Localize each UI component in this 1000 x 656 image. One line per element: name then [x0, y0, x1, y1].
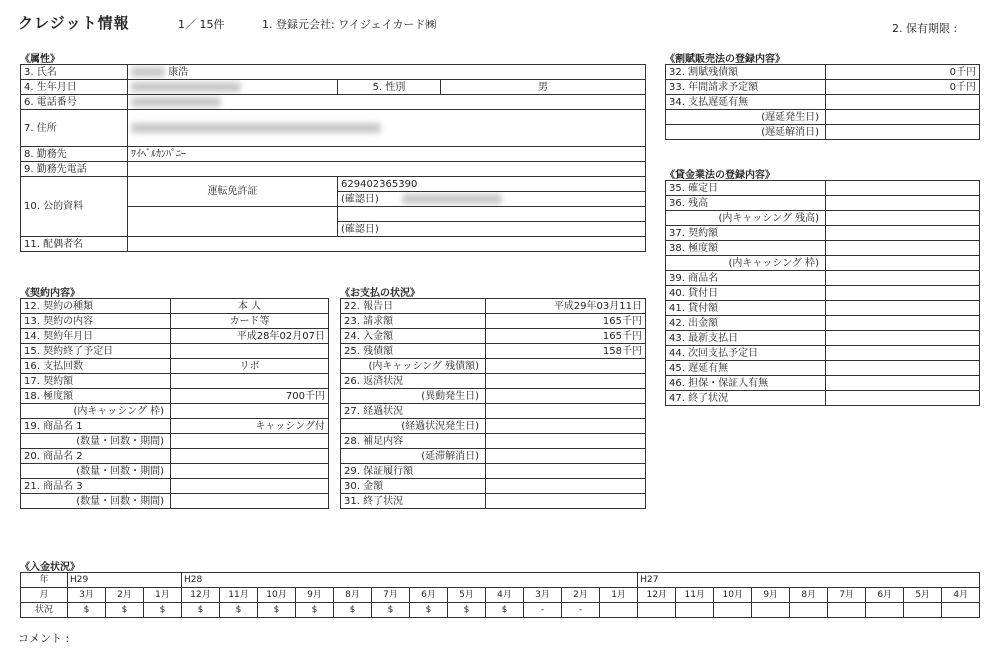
ml-value: [826, 241, 980, 256]
status-cell: $: [334, 603, 372, 618]
table-row: [21, 65, 646, 80]
month-cell: 4月: [942, 588, 980, 603]
table-row: [666, 65, 980, 80]
ml-label: 40. 貸付日: [666, 286, 826, 301]
month-cell: 8月: [334, 588, 372, 603]
page-title: クレジット情報: [18, 14, 130, 32]
table-row: [341, 434, 646, 449]
address-label: 7. 住所: [21, 110, 128, 147]
payment-value: 平成29年03月11日: [486, 299, 646, 314]
table-row: [21, 110, 646, 147]
payment-value: [486, 494, 646, 509]
deposit-status-row: [21, 603, 980, 618]
ml-label: 37. 契約額: [666, 226, 826, 241]
gender-label: 5. 性別: [338, 80, 441, 95]
gender-value: 男: [441, 80, 646, 95]
contract-label: 19. 商品名 1: [21, 419, 171, 434]
status-cell: [676, 603, 714, 618]
ml-value: [826, 286, 980, 301]
delay-end-value: [826, 125, 980, 140]
status-cell: $: [68, 603, 106, 618]
month-cell: 3月: [68, 588, 106, 603]
contract-label: 14. 契約年月日: [21, 329, 171, 344]
year-cell: H29: [68, 573, 182, 588]
status-cell: [714, 603, 752, 618]
contract-value: 700千円: [171, 389, 329, 404]
status-cell: $: [296, 603, 334, 618]
public-doc-label: 10. 公的資料: [21, 177, 128, 237]
contract-value: [171, 374, 329, 389]
installment-balance-value: 0千円: [826, 65, 980, 80]
table-row: [341, 374, 646, 389]
contract-label: 18. 極度額: [21, 389, 171, 404]
month-cell: 11月: [220, 588, 258, 603]
payment-value: [486, 389, 646, 404]
attributes-section-label: 《属性》: [20, 54, 60, 65]
confirm-label: (確認日): [341, 193, 379, 205]
ml-label: 44. 次回支払予定日: [666, 346, 826, 361]
table-row: [666, 80, 980, 95]
payment-value: 165千円: [486, 314, 646, 329]
ml-label: 35. 確定日: [666, 181, 826, 196]
spouse-label: 11. 配偶者名: [21, 237, 128, 252]
registering-company: 1. 登録元会社: ワイジェイカード㈱: [262, 18, 437, 31]
table-row: [666, 211, 980, 226]
ml-sub-label: (内キャッシング 残高): [666, 211, 826, 226]
table-row: [21, 494, 329, 509]
contract-value: カード等: [171, 314, 329, 329]
payment-value: [486, 449, 646, 464]
second-doc-number: [338, 207, 646, 222]
ml-label: 45. 遅延有無: [666, 361, 826, 376]
month-cell: 9月: [752, 588, 790, 603]
month-cell: 1月: [144, 588, 182, 603]
deposit-month-row: [21, 588, 980, 603]
month-cell: 8月: [790, 588, 828, 603]
status-cell: $: [448, 603, 486, 618]
contract-section-label: 《契約内容》: [20, 288, 80, 299]
status-cell: [638, 603, 676, 618]
payment-value: [486, 479, 646, 494]
table-row: [666, 95, 980, 110]
ml-value: [826, 376, 980, 391]
ml-value: [826, 181, 980, 196]
contract-value: [171, 464, 329, 479]
attributes-table: [20, 64, 646, 252]
month-cell: 12月: [182, 588, 220, 603]
employer-phone-value: [128, 162, 646, 177]
table-row: [341, 314, 646, 329]
table-row: [341, 449, 646, 464]
status-cell: $: [144, 603, 182, 618]
status-cell: $: [106, 603, 144, 618]
ml-label: 38. 極度額: [666, 241, 826, 256]
second-doc-name: [128, 207, 338, 237]
payment-label: 24. 入金額: [341, 329, 486, 344]
contract-sub-label: (数量・回数・期間): [21, 494, 171, 509]
payment-label: 26. 返済状況: [341, 374, 486, 389]
payment-label: 30. 金額: [341, 479, 486, 494]
deposit-section-label: 《入金状況》: [20, 562, 80, 573]
address-value: [128, 110, 646, 147]
status-cell: -: [524, 603, 562, 618]
ml-value: [826, 361, 980, 376]
table-row: [341, 419, 646, 434]
contract-sub-label: (数量・回数・期間): [21, 434, 171, 449]
contract-value: [171, 434, 329, 449]
table-row: [341, 404, 646, 419]
name-text: 康浩: [168, 66, 189, 78]
table-row: [21, 359, 329, 374]
installment-table: [665, 64, 980, 140]
table-row: [341, 359, 646, 374]
status-cell: [790, 603, 828, 618]
payment-label: 22. 報告日: [341, 299, 486, 314]
table-row: [21, 177, 646, 192]
contract-value: 本 人: [171, 299, 329, 314]
status-cell: [752, 603, 790, 618]
month-cell: 12月: [638, 588, 676, 603]
table-row: [666, 376, 980, 391]
ml-value: [826, 211, 980, 226]
month-cell: 11月: [676, 588, 714, 603]
delay-start-label: (遅延発生日): [666, 110, 826, 125]
table-row: [341, 329, 646, 344]
contract-label: 13. 契約の内容: [21, 314, 171, 329]
license-confirm-date: [338, 192, 646, 207]
ml-label: 43. 最新支払日: [666, 331, 826, 346]
month-cell: 10月: [258, 588, 296, 603]
contract-value: 平成28年02月07日: [171, 329, 329, 344]
table-row: [666, 331, 980, 346]
redacted-mark: [131, 67, 165, 77]
license-number: 629402365390: [338, 177, 646, 192]
phone-label: 6. 電話番号: [21, 95, 128, 110]
status-cell: $: [220, 603, 258, 618]
table-row: [666, 286, 980, 301]
table-row: [666, 346, 980, 361]
payment-sub-label: (経過状況発生日): [341, 419, 486, 434]
ml-value: [826, 331, 980, 346]
month-cell: 6月: [866, 588, 904, 603]
contract-sub-label: (内キャッシング 枠): [21, 404, 171, 419]
redacted-mark: [402, 194, 502, 204]
contract-value: [171, 494, 329, 509]
payment-label: 27. 経過状況: [341, 404, 486, 419]
contract-value: キャッシング付: [171, 419, 329, 434]
ml-label: 39. 商品名: [666, 271, 826, 286]
ml-value: [826, 316, 980, 331]
contract-value: [171, 404, 329, 419]
contract-value: リボ: [171, 359, 329, 374]
status-cell: -: [562, 603, 600, 618]
deposit-year-row: [21, 573, 980, 588]
ml-value: [826, 301, 980, 316]
payment-value: [486, 419, 646, 434]
ml-value: [826, 346, 980, 361]
contract-label: 21. 商品名 3: [21, 479, 171, 494]
contract-value: [171, 479, 329, 494]
contract-label: 15. 契約終了予定日: [21, 344, 171, 359]
table-row: [21, 237, 646, 252]
month-cell: 2月: [562, 588, 600, 603]
table-row: [666, 125, 980, 140]
second-doc-confirm-date: (確認日): [338, 222, 646, 237]
table-row: [666, 181, 980, 196]
month-cell: 3月: [524, 588, 562, 603]
ml-value: [826, 196, 980, 211]
contract-sub-label: (数量・回数・期間): [21, 464, 171, 479]
comment-label: コメント :: [18, 632, 70, 645]
spouse-value: [128, 237, 646, 252]
ml-label: 41. 貸付額: [666, 301, 826, 316]
table-row: [21, 389, 329, 404]
dob-value: [128, 80, 338, 95]
redacted-mark: [131, 123, 381, 133]
payment-sub-label: (延滞解消日): [341, 449, 486, 464]
table-row: [666, 271, 980, 286]
table-row: [21, 95, 646, 110]
redacted-mark: [131, 97, 221, 107]
year-header: 年: [21, 573, 68, 588]
employer-phone-label: 9. 勤務先電話: [21, 162, 128, 177]
payment-sub-label: (内キャッシング 残債額): [341, 359, 486, 374]
month-cell: 9月: [296, 588, 334, 603]
status-cell: $: [372, 603, 410, 618]
payment-label: 23. 請求額: [341, 314, 486, 329]
month-cell: 2月: [106, 588, 144, 603]
table-row: [341, 494, 646, 509]
table-row: [21, 434, 329, 449]
month-cell: 1月: [600, 588, 638, 603]
month-cell: 4月: [486, 588, 524, 603]
month-cell: 5月: [904, 588, 942, 603]
delay-label: 34. 支払遅延有無: [666, 95, 826, 110]
month-cell: 7月: [828, 588, 866, 603]
retention-period: 2. 保有期限 :: [892, 22, 958, 35]
ml-label: 36. 残高: [666, 196, 826, 211]
name-label: 3. 氏名: [21, 65, 128, 80]
payment-value: 158千円: [486, 344, 646, 359]
table-row: [21, 147, 646, 162]
payment-sub-label: (異動発生日): [341, 389, 486, 404]
ml-label: 47. 終了状況: [666, 391, 826, 406]
table-row: [341, 464, 646, 479]
status-cell: [600, 603, 638, 618]
table-row: [666, 301, 980, 316]
table-row: [666, 316, 980, 331]
employer-label: 8. 勤務先: [21, 147, 128, 162]
table-row: [21, 464, 329, 479]
moneylending-table: [665, 180, 980, 406]
delay-end-label: (遅延解消日): [666, 125, 826, 140]
status-cell: [866, 603, 904, 618]
contract-label: 17. 契約額: [21, 374, 171, 389]
table-row: [666, 226, 980, 241]
ml-value: [826, 271, 980, 286]
contract-table: [20, 298, 329, 509]
month-header: 月: [21, 588, 68, 603]
table-row: [21, 374, 329, 389]
moneylending-section-label: 《貸金業法の登録内容》: [665, 170, 775, 181]
status-cell: $: [410, 603, 448, 618]
payment-table: [340, 298, 646, 509]
deposit-table: [20, 572, 980, 618]
contract-label: 16. 支払回数: [21, 359, 171, 374]
table-row: [21, 449, 329, 464]
payment-value: [486, 404, 646, 419]
status-cell: $: [182, 603, 220, 618]
ml-value: [826, 391, 980, 406]
month-cell: 5月: [448, 588, 486, 603]
payment-value: 165千円: [486, 329, 646, 344]
table-row: [21, 162, 646, 177]
phone-value: [128, 95, 646, 110]
annual-billing-value: 0千円: [826, 80, 980, 95]
ml-sub-label: (内キャッシング 枠): [666, 256, 826, 271]
table-row: [341, 299, 646, 314]
table-row: [21, 80, 646, 95]
ml-value: [826, 226, 980, 241]
table-row: [666, 110, 980, 125]
table-row: [341, 344, 646, 359]
table-row: [21, 299, 329, 314]
table-row: [21, 419, 329, 434]
payment-label: 25. 残債額: [341, 344, 486, 359]
table-row: [21, 404, 329, 419]
table-row: [666, 361, 980, 376]
year-cell: H27: [638, 573, 980, 588]
annual-billing-label: 33. 年間請求予定額: [666, 80, 826, 95]
month-cell: 7月: [372, 588, 410, 603]
status-cell: [942, 603, 980, 618]
status-header: 状況: [21, 603, 68, 618]
table-row: [341, 479, 646, 494]
record-count: 1／ 15件: [178, 18, 225, 31]
contract-value: [171, 344, 329, 359]
status-cell: [904, 603, 942, 618]
dob-label: 4. 生年月日: [21, 80, 128, 95]
table-row: [21, 344, 329, 359]
installment-balance-label: 32. 割賦残債額: [666, 65, 826, 80]
license-label: 運転免許証: [128, 177, 338, 207]
status-cell: $: [486, 603, 524, 618]
table-row: [666, 256, 980, 271]
table-row: [21, 329, 329, 344]
contract-label: 20. 商品名 2: [21, 449, 171, 464]
payment-label: 28. 補足内容: [341, 434, 486, 449]
payment-value: [486, 359, 646, 374]
table-row: [21, 479, 329, 494]
delay-value: [826, 95, 980, 110]
status-cell: $: [258, 603, 296, 618]
redacted-mark: [131, 82, 241, 92]
table-row: [666, 241, 980, 256]
payment-label: 31. 終了状況: [341, 494, 486, 509]
payment-label: 29. 保証履行額: [341, 464, 486, 479]
payment-section-label: 《お支払の状況》: [340, 288, 420, 299]
month-cell: 6月: [410, 588, 448, 603]
table-row: [666, 391, 980, 406]
table-row: [341, 389, 646, 404]
delay-start-value: [826, 110, 980, 125]
year-cell: H28: [182, 573, 638, 588]
payment-value: [486, 464, 646, 479]
ml-label: 42. 出金額: [666, 316, 826, 331]
month-cell: 10月: [714, 588, 752, 603]
installment-section-label: 《割賦販売法の登録内容》: [665, 54, 785, 65]
status-cell: [828, 603, 866, 618]
ml-value: [826, 256, 980, 271]
table-row: [21, 314, 329, 329]
contract-value: [171, 449, 329, 464]
ml-label: 46. 担保・保証人有無: [666, 376, 826, 391]
employer-value: ﾜｲﾍﾞﾙｶﾝﾊﾟﾆｰ: [128, 147, 646, 162]
name-value: [128, 65, 646, 80]
payment-value: [486, 374, 646, 389]
payment-value: [486, 434, 646, 449]
table-row: [666, 196, 980, 211]
contract-label: 12. 契約の種類: [21, 299, 171, 314]
